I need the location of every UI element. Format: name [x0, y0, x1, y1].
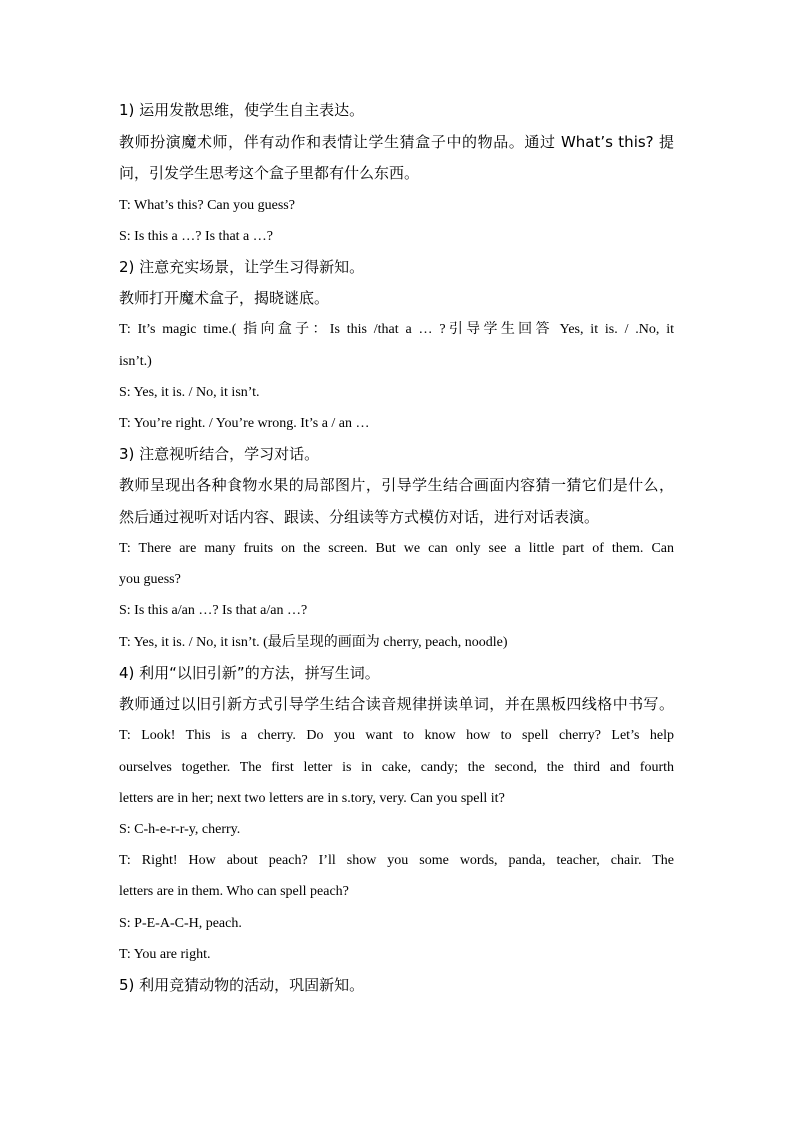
heading-step-3: 3) 注意视听结合，学习对话。 [119, 445, 320, 463]
paragraph-line: 问，引发学生思考这个盒子里都有什么东西。 [119, 164, 420, 182]
paragraph-line: 教师通过以旧引新方式引导学生结合读音规律拼读单词，并在黑板四线格中书写。 [119, 695, 674, 713]
dialogue-line: S: C-h-e-r-r-y, cherry. [119, 822, 241, 837]
dialogue-line: T: Right! How about peach? I’ll show you some words, panda, teacher, chair. The [119, 853, 674, 868]
heading-step-2: 2) 注意充实场景，让学生习得新知。 [119, 258, 365, 276]
paragraph-line: 然后通过视听对话内容、跟读、分组读等方式模仿对话，进行对话表演。 [119, 508, 600, 526]
paragraph-line: 教师呈现出各种食物水果的局部图片，引导学生结合画面内容猜一猜它们是什么， [119, 476, 674, 494]
dialogue-line: isn’t.) [119, 354, 152, 369]
dialogue-line: T: You’re right. / You’re wrong. It’s a / an … [119, 416, 370, 431]
dialogue-line: S: P-E-A-C-H, peach. [119, 916, 242, 931]
dialogue-line: T: Look! This is a cherry. Do you want to know how to spell cherry? Let’s help [119, 728, 674, 743]
dialogue-line: letters are in her; next two letters are in s.tory, very. Can you spell it? [119, 791, 505, 806]
heading-step-4: 4) 利用“以旧引新”的方法，拼写生词。 [119, 664, 380, 682]
dialogue-line: ourselves together. The first letter is in cake, candy; the second, the third and fourth [119, 760, 674, 775]
heading-step-1: 1) 运用发散思维，使学生自主表达。 [119, 101, 365, 119]
dialogue-line: S: Is this a …? Is that a …? [119, 229, 273, 244]
dialogue-line: T: What’s this? Can you guess? [119, 198, 295, 213]
dialogue-line: T: Yes, it is. / No, it isn’t. (最后呈现的画面为 cherry, peach, noodle) [119, 635, 508, 650]
dialogue-line: T: It’s magic time.( 指向盒子：Is this /that a … ?引导学生回答 Yes, it is. / .No, it [119, 322, 674, 337]
dialogue-line: S: Yes, it is. / No, it isn’t. [119, 385, 260, 400]
heading-step-5: 5) 利用竞猜动物的活动，巩固新知。 [119, 976, 365, 994]
paragraph-line: 教师打开魔术盒子，揭晓谜底。 [119, 289, 330, 307]
dialogue-line: you guess? [119, 572, 181, 587]
dialogue-line: S: Is this a/an …? Is that a/an …? [119, 603, 308, 618]
dialogue-line: T: There are many fruits on the screen. But we can only see a little part of them. Can [119, 541, 674, 556]
dialogue-line: T: You are right. [119, 947, 211, 962]
dialogue-line: letters are in them. Who can spell peach? [119, 884, 349, 899]
paragraph-line: 教师扮演魔术师，伴有动作和表情让学生猜盒子中的物品。通过 What’s this? 提 [119, 133, 674, 151]
